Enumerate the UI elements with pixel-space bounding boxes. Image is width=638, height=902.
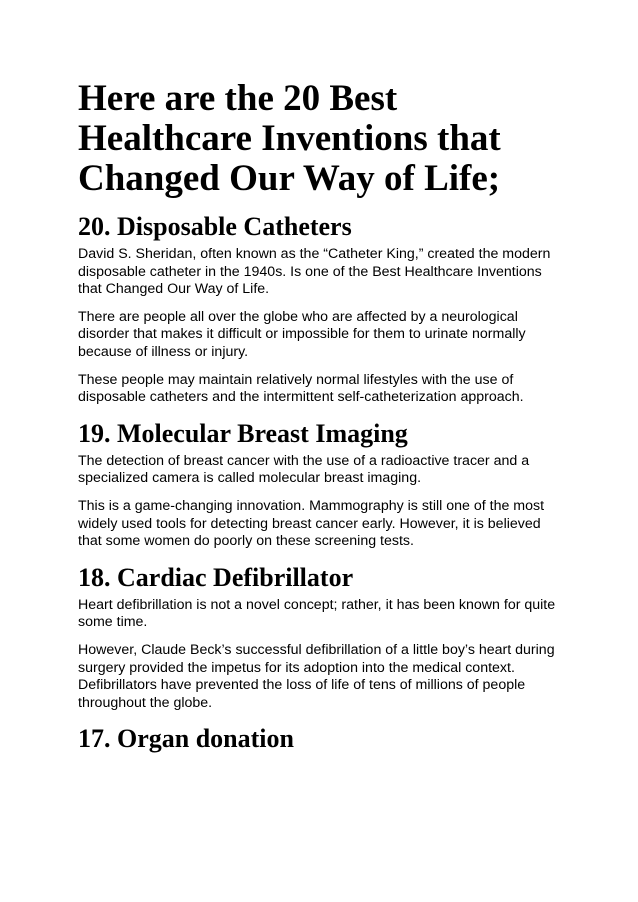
paragraph: However, Claude Beck’s successful defibrillation of a little boy’s heart during surgery provided the impetus for its adoption into the medical context. Defibrillators have prevented the loss of life of tens of millions of people throughout the globe. — [78, 641, 555, 711]
paragraph: These people may maintain relatively normal lifestyles with the use of disposable catheters and the intermittent self-catheterization approach. — [78, 371, 524, 406]
page-title: Here are the 20 Best Healthcare Inventions that Changed Our Way of Life; — [78, 78, 501, 199]
document-page — [78, 79, 568, 758]
section-molecular-breast-imaging — [78, 419, 568, 551]
section-heading: 20. Disposable Catheters — [78, 212, 352, 241]
paragraph: Heart defibrillation is not a novel concept; rather, it has been known for quite some time. — [78, 596, 556, 631]
paragraph: There are people all over the globe who are affected by a neurological disorder that makes it difficult or impossible for them to urinate normally because of illness or injury. — [78, 308, 526, 360]
paragraph: This is a game-changing innovation. Mammography is still one of the most widely used tools for detecting breast cancer early. However, it is believed that some women do poorly on these screening tests. — [78, 497, 545, 550]
section-disposable-catheters — [78, 212, 568, 407]
section-heading: 18. Cardiac Defibrillator — [78, 562, 354, 592]
section-heading: 17. Organ donation — [78, 724, 294, 754]
section-organ-donation — [78, 724, 568, 754]
section-cardiac-defibrillator — [78, 563, 568, 713]
paragraph: The detection of breast cancer with the use of a radioactive tracer and a specialized camera is called molecular breast imaging. — [78, 452, 530, 487]
paragraph: David S. Sheridan, often known as the “Catheter King,” created the modern disposable catheter in the 1940s. Is one of the Best Healthcare Inventions that Changed Our Way of Life. — [78, 246, 551, 298]
section-heading: 19. Molecular Breast Imaging — [78, 418, 408, 448]
